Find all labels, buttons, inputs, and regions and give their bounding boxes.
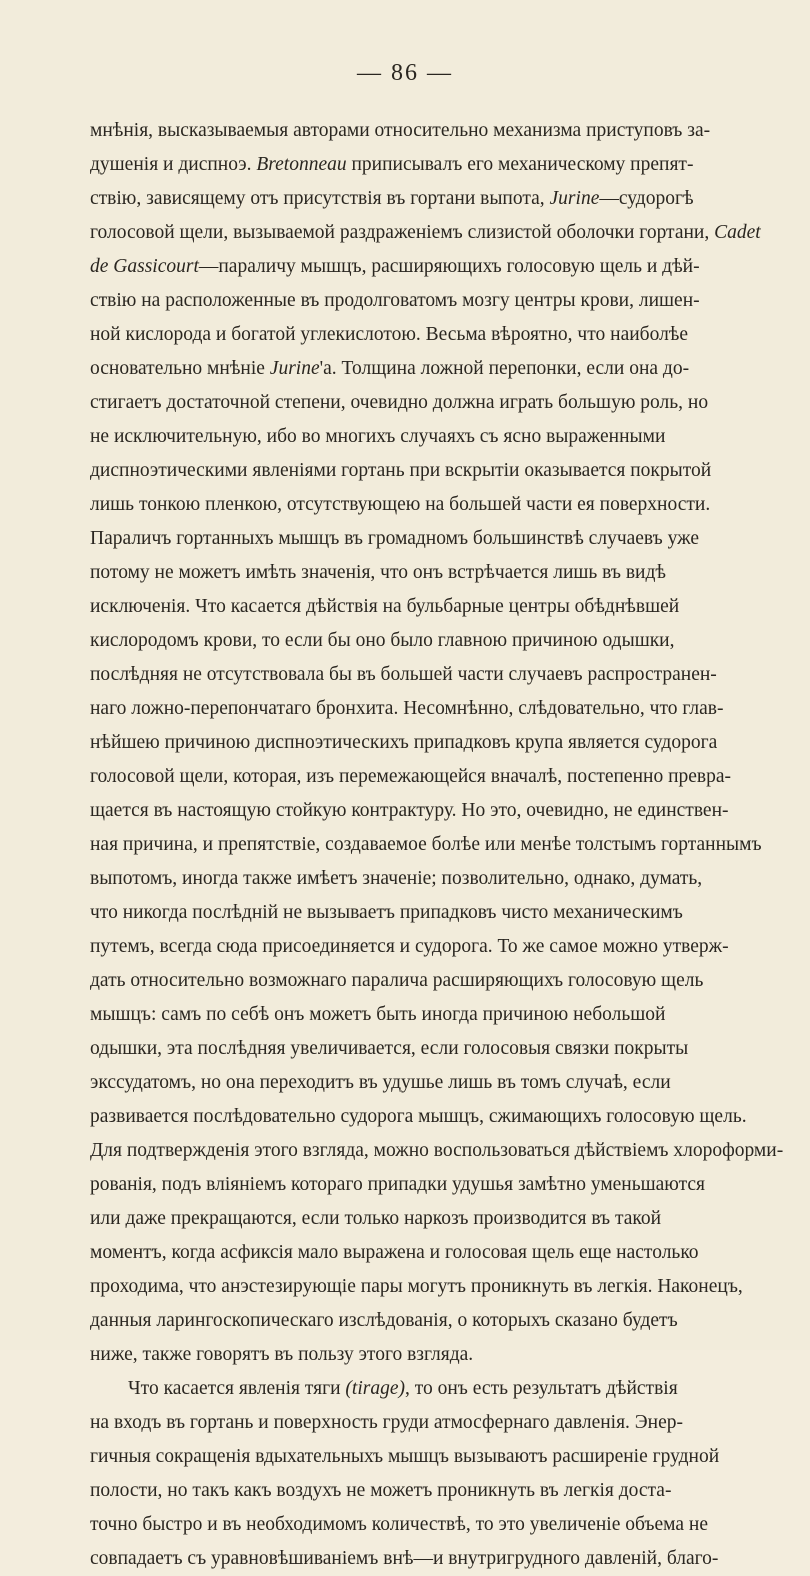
text-line [90,828,790,862]
text-segment: ствію на расположенные въ продолговатомъ мозгу центры крови, лишен- [90,290,700,311]
text-segment: —судорогѣ [599,188,694,209]
text-line [90,1134,790,1168]
text-line [90,454,790,488]
text-segment: ная причина, и препятствіе, создаваемое болѣе или менѣе толстымъ гортаннымъ [90,834,762,855]
italic-name: de Gassicourt [90,256,199,277]
text-line [90,896,790,930]
italic-name: Bretonneau [256,154,347,175]
text-line [90,352,790,386]
text-segment: наго ложно-перепончатаго бронхита. Несомнѣнно, слѣдовательно, что глав- [90,698,724,719]
text-line [90,420,790,454]
text-segment: на входъ въ гортань и поверхность груди атмосфернаго давленія. Энер- [90,1412,684,1433]
text-segment: Что касается явленія тяги [128,1378,346,1399]
text-segment: основательно мнѣніе [90,358,270,379]
text-line [90,1032,790,1066]
text-segment: выпотомъ, иногда также имѣетъ значеніе; позволительно, однако, думать, [90,868,703,889]
text-line [90,556,790,590]
text-line [90,658,790,692]
text-segment: мнѣнія, высказываемыя авторами относительно механизма приступовъ за- [90,120,711,141]
text-line [90,998,790,1032]
text-line [90,590,790,624]
text-line [90,1440,790,1474]
text-segment: совпадаетъ съ уравновѣшиваніемъ внѣ—и внутригрудного давленій, благо- [90,1548,719,1569]
body-text [90,114,790,1576]
text-line [90,1542,790,1576]
text-line [90,250,790,284]
italic-name: Cadet [714,222,761,243]
text-line [90,862,790,896]
text-line [90,1508,790,1542]
text-segment: или даже прекращаются, если только наркозъ производится въ такой [90,1208,662,1229]
text-line [90,692,790,726]
text-segment: приписывалъ его механическому препят- [346,154,694,175]
text-segment: данныя ларингоскопическаго изслѣдованія, о которыхъ сказано будетъ [90,1310,678,1331]
text-segment: развивается послѣдовательно судорога мышцъ, сжимающихъ голосовую щель. [90,1106,747,1127]
text-segment: не исключительную, ибо во многихъ случаяхъ съ ясно выраженными [90,426,666,447]
text-segment: проходима, что анэстезирующіе пары могутъ проникнуть въ легкія. Наконецъ, [90,1276,743,1297]
text-line [90,726,790,760]
text-segment: Параличъ гортанныхъ мышцъ въ громадномъ большинствѣ случаевъ уже [90,528,699,549]
text-segment: полости, но такъ какъ воздухъ не можетъ проникнуть въ легкія доста- [90,1480,672,1501]
text-segment: потому не можетъ имѣть значенія, что онъ встрѣчается лишь въ видѣ [90,562,667,583]
text-line [90,216,790,250]
text-line [90,318,790,352]
text-segment: душенія и диспноэ. [90,154,257,175]
text-segment: путемъ, всегда сюда присоединяется и судорога. То же самое можно утверж- [90,936,729,957]
text-line [90,1474,790,1508]
text-segment: нѣйшею причиною диспноэтическихъ припадковъ крупа является судорога [90,732,718,753]
text-segment: стигаетъ достаточной степени, очевидно должна играть большую роль, но [90,392,709,413]
italic-name: Jurine [269,358,320,379]
text-segment: послѣдняя не отсутствовала бы въ большей части случаевъ распространен- [90,664,717,685]
text-line [90,148,790,182]
text-segment: ствію, зависящему отъ присутствія въ гортани выпота, [90,188,550,209]
text-segment: ниже, также говорятъ въ пользу этого взгляда. [90,1344,474,1365]
text-segment: экссудатомъ, но она переходитъ въ удушье лишь въ томъ случаѣ, если [90,1072,671,1093]
text-line [90,1202,790,1236]
text-line [90,760,790,794]
text-segment: одышки, эта послѣдняя увеличивается, если голосовыя связки покрыты [90,1038,689,1059]
text-segment: , то онъ есть результатъ дѣйствія [404,1378,678,1399]
text-line [90,1168,790,1202]
text-line [90,284,790,318]
text-line [90,1236,790,1270]
text-segment: щается въ настоящую стойкую контрактуру. Но это, очевидно, не единствен- [90,800,729,821]
text-line [90,522,790,556]
text-segment: что никогда послѣдній не вызываетъ припадковъ чисто механическимъ [90,902,683,923]
text-line [90,1372,790,1406]
text-line [90,488,790,522]
page-number: — 86 — [357,60,453,86]
italic-name: (tirage) [345,1378,405,1399]
text-segment: кислородомъ крови, то если бы оно было главною причиною одышки, [90,630,675,651]
text-segment: рованія, подъ вліяніемъ котораго припадки удушья замѣтно уменьшаются [90,1174,706,1195]
text-line [90,1406,790,1440]
text-line [90,1100,790,1134]
text-segment: лишь тонкою пленкою, отсутствующею на большей части ея поверхности. [90,494,711,515]
italic-name: Jurine [549,188,600,209]
text-segment: Для подтвержденія этого взгляда, можно воспользоваться дѣйствіемъ хлороформи- [90,1140,784,1161]
text-segment: гичныя сокращенія вдыхательныхъ мышцъ вызываютъ расширеніе грудной [90,1446,720,1467]
text-line [90,964,790,998]
text-segment: голосовой щели, которая, изъ перемежающейся вначалѣ, постепенно превра- [90,766,732,787]
text-line [90,930,790,964]
text-segment: мышцъ: самъ по себѣ онъ можетъ быть иногда причиною небольшой [90,1004,666,1025]
text-segment: голосовой щели, вызываемой раздраженіемъ слизистой оболочки гортани, [90,222,715,243]
text-segment: 'а. Толщина ложной перепонки, если она до- [319,358,690,379]
text-line [90,1270,790,1304]
text-segment: точно быстро и въ необходимомъ количествѣ, то это увеличеніе объема не [90,1514,708,1535]
text-line [90,386,790,420]
text-segment: исключенія. Что касается дѣйствія на бульбарные центры обѣднѣвшей [90,596,680,617]
text-segment: ной кислорода и богатой углекислотою. Весьма вѣроятно, что наиболѣе [90,324,689,345]
text-line [90,624,790,658]
text-line [90,114,790,148]
text-segment: моментъ, когда асфиксія мало выражена и голосовая щель еще настолько [90,1242,699,1263]
text-segment: диспноэтическими явленіями гортань при вскрытіи оказывается покрытой [90,460,712,481]
text-line [90,1066,790,1100]
text-line [90,794,790,828]
text-line [90,1304,790,1338]
text-line [90,182,790,216]
text-line [90,1338,790,1372]
text-segment: —параличу мышцъ, расширяющихъ голосовую щель и дѣй- [198,256,700,277]
text-segment: дать относительно возможнаго паралича расширяющихъ голосовую щель [90,970,704,991]
